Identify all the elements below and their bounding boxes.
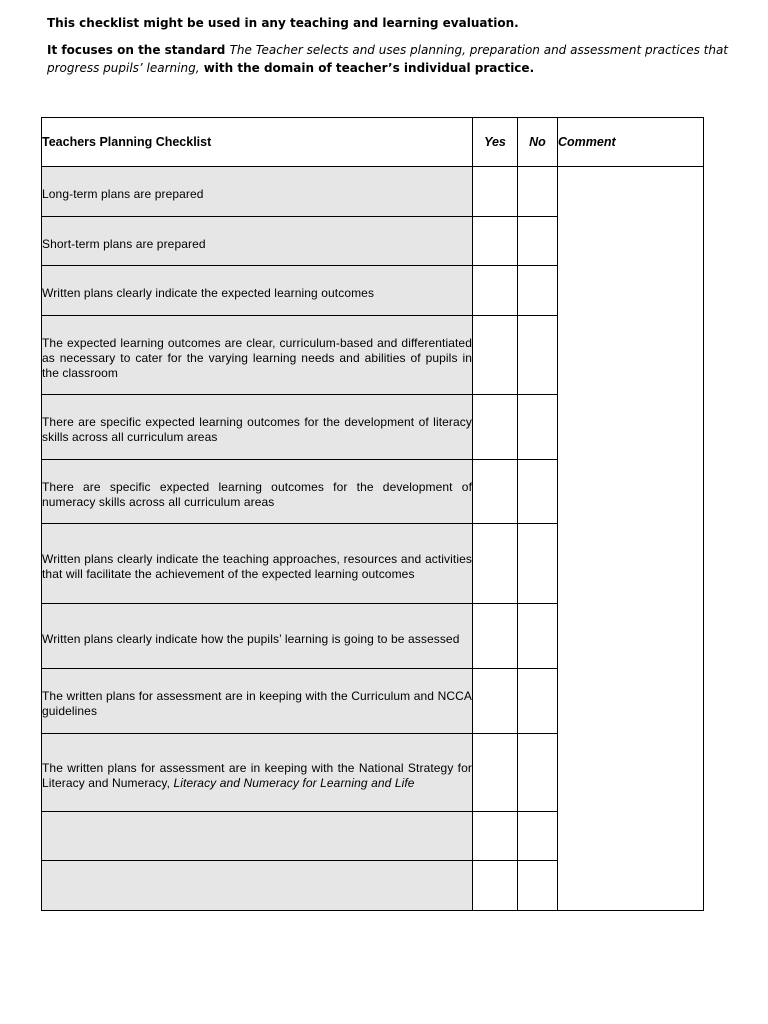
header-checklist-title: Teachers Planning Checklist — [42, 118, 473, 167]
checklist-item — [42, 460, 473, 524]
checklist-item-text: Written plans clearly indicate how the pupils’ learning is going to be assessed — [42, 631, 460, 646]
checklist-item-text: Long-term plans are prepared — [42, 187, 204, 201]
no-checkbox-cell[interactable] — [518, 861, 558, 911]
checklist-item-text: The written plans for assessment are in keeping with the Curriculum and NCCA guidelines — [42, 689, 472, 718]
checklist-item — [42, 812, 473, 861]
yes-checkbox-cell[interactable] — [473, 217, 518, 266]
yes-checkbox-cell[interactable] — [473, 604, 518, 669]
no-checkbox-cell[interactable] — [518, 167, 558, 217]
checklist-item — [42, 316, 473, 395]
checklist-item — [42, 167, 473, 217]
checklist-item-text: There are specific expected learning outcomes for the development of numeracy skills across all curriculum areas — [42, 479, 472, 509]
yes-checkbox-cell[interactable] — [473, 395, 518, 460]
checklist-item — [42, 861, 473, 911]
comment-field[interactable] — [558, 167, 704, 911]
checklist-item-text: There are specific expected learning outcomes for the development of literacy skills across all curriculum areas — [42, 415, 472, 444]
yes-checkbox-cell[interactable] — [473, 524, 518, 604]
checklist-item — [42, 395, 473, 460]
checklist-item-text: The expected learning outcomes are clear, curriculum-based and differentiated as necessary to cater for the varying learning needs and abilities of pupils in the classroom — [42, 335, 472, 380]
intro-line-1: This checklist might be used in any teaching and learning evaluation. — [47, 16, 519, 30]
no-checkbox-cell[interactable] — [518, 524, 558, 604]
yes-checkbox-cell[interactable] — [473, 460, 518, 524]
table-header-row — [42, 118, 704, 167]
checklist-item — [42, 524, 473, 604]
table-row — [42, 167, 704, 217]
intro-line-2 — [47, 41, 737, 77]
header-yes: Yes — [473, 118, 518, 167]
yes-checkbox-cell[interactable] — [473, 266, 518, 316]
checklist-item — [42, 669, 473, 734]
checklist-item-text: Written plans clearly indicate the expected learning outcomes — [42, 286, 375, 300]
intro-line-2-prefix: It focuses on the standard — [47, 43, 230, 57]
no-checkbox-cell[interactable] — [518, 395, 558, 460]
planning-checklist-table — [41, 117, 704, 911]
checklist-item — [42, 604, 473, 669]
header-comment: Comment — [558, 118, 704, 167]
no-checkbox-cell[interactable] — [518, 734, 558, 812]
header-no: No — [518, 118, 558, 167]
yes-checkbox-cell[interactable] — [473, 812, 518, 861]
no-checkbox-cell[interactable] — [518, 266, 558, 316]
checklist-item — [42, 734, 473, 812]
checklist-item-text: Written plans clearly indicate the teaching approaches, resources and activities that will facilitate the achievement of the expected learning outcomes — [42, 551, 472, 581]
checklist-item-italic-text: Literacy and Numeracy for Learning and Life — [173, 775, 415, 790]
no-checkbox-cell[interactable] — [518, 669, 558, 734]
checklist-item-text: The written plans for assessment are in keeping with the National Strategy for Literacy and Numeracy, — [42, 760, 472, 790]
no-checkbox-cell[interactable] — [518, 316, 558, 395]
checklist-item — [42, 217, 473, 266]
intro-standard-title: The Teacher selects and uses planning, preparation and assessment practices that progress pupils’ learning, — [47, 43, 729, 75]
yes-checkbox-cell[interactable] — [473, 167, 518, 217]
yes-checkbox-cell[interactable] — [473, 669, 518, 734]
no-checkbox-cell[interactable] — [518, 604, 558, 669]
yes-checkbox-cell[interactable] — [473, 316, 518, 395]
no-checkbox-cell[interactable] — [518, 812, 558, 861]
yes-checkbox-cell[interactable] — [473, 734, 518, 812]
intro-text — [47, 14, 737, 77]
no-checkbox-cell[interactable] — [518, 217, 558, 266]
checklist-item — [42, 266, 473, 316]
checklist-item-text: Short-term plans are prepared — [42, 236, 206, 251]
yes-checkbox-cell[interactable] — [473, 861, 518, 911]
no-checkbox-cell[interactable] — [518, 460, 558, 524]
intro-line-2-suffix: with the domain of teacher’s individual practice. — [199, 61, 535, 75]
